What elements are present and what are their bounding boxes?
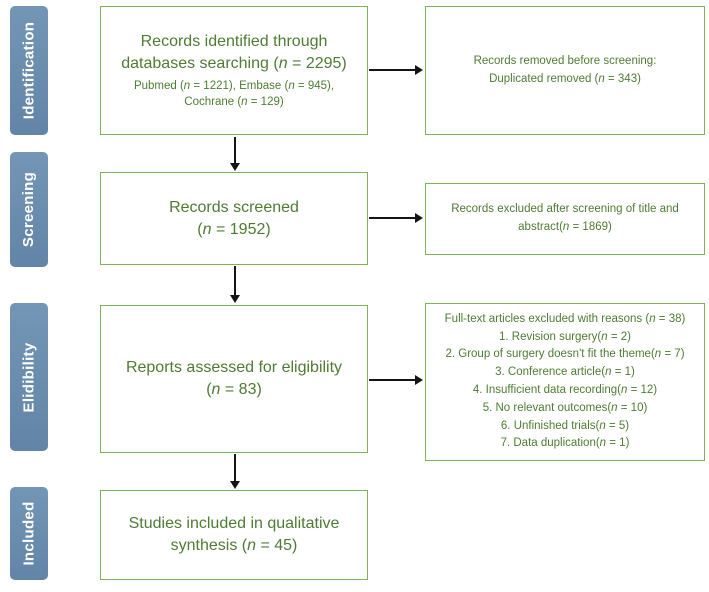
arrow-down-icon <box>234 137 236 164</box>
exclusion-reason: 7. Data duplication(n = 1) <box>500 437 630 450</box>
exclusion-reason: 3. Conference article(n = 1) <box>495 366 635 379</box>
reports-assessed-line1: Reports assessed for eligibility <box>125 359 343 377</box>
records-identified-title-line1: Records identified through <box>140 33 328 51</box>
stage-included-label: Included <box>20 501 38 566</box>
box-reports-assessed <box>100 305 368 453</box>
stage-identification <box>10 6 48 135</box>
stage-eligibility-label: Elidibility <box>20 342 38 412</box>
records-screened-line1: Records screened <box>169 198 299 216</box>
records-screened-line2: (n = 1952) <box>197 220 271 238</box>
fulltext-excluded-title: Full-text articles excluded with reasons (n = 38) <box>444 312 686 325</box>
excluded-after-screening-line1: Records excluded after screening of title and <box>451 203 679 216</box>
arrow-right-icon <box>369 217 416 219</box>
box-studies-included <box>100 490 368 580</box>
stage-screening-label: Screening <box>20 171 38 248</box>
reports-assessed-line2: (n = 83) <box>206 381 262 398</box>
arrow-down-icon <box>234 454 236 482</box>
exclusion-reason: 4. Insufficient data recording(n = 12) <box>472 384 658 396</box>
exclusion-reason: 5. No relevant outcomes(n = 10) <box>482 401 648 414</box>
removed-before-screening-line2: Duplicated removed (n = 343) <box>489 72 641 85</box>
stage-identification-label: Identification <box>20 21 38 120</box>
exclusion-reason: 1. Revision surgery(n = 2) <box>498 330 631 343</box>
box-records-screened <box>100 172 368 265</box>
arrow-right-icon <box>369 69 416 71</box>
box-records-identified <box>100 6 368 135</box>
removed-before-screening-line1: Records removed before screening: <box>473 54 657 67</box>
studies-included-line1: Studies included in qualitative <box>128 515 340 533</box>
arrow-right-icon <box>369 379 416 381</box>
exclusion-reason: 6. Unfinished trials(n = 5) <box>500 419 630 432</box>
box-removed-before-screening <box>425 6 705 135</box>
stage-eligibility <box>10 303 48 451</box>
stage-screening <box>10 152 48 267</box>
excluded-after-screening-line2: abstract(n = 1869) <box>518 221 612 233</box>
records-identified-sub-line2: Cochrane (n = 129) <box>184 95 284 108</box>
stage-included <box>10 487 48 580</box>
box-fulltext-excluded <box>425 303 705 461</box>
records-identified-sub-line1: Pubmed (n = 1221), Embase (n = 945), <box>133 79 335 92</box>
exclusion-reason: 2. Group of surgery doesn't fit the theme(n = 7) <box>445 348 685 361</box>
studies-included-line2: synthesis (n = 45) <box>170 537 298 554</box>
arrow-down-icon <box>234 266 236 296</box>
box-excluded-after-screening <box>425 183 705 255</box>
records-identified-title-line2: databases searching (n = 2295) <box>121 54 347 72</box>
